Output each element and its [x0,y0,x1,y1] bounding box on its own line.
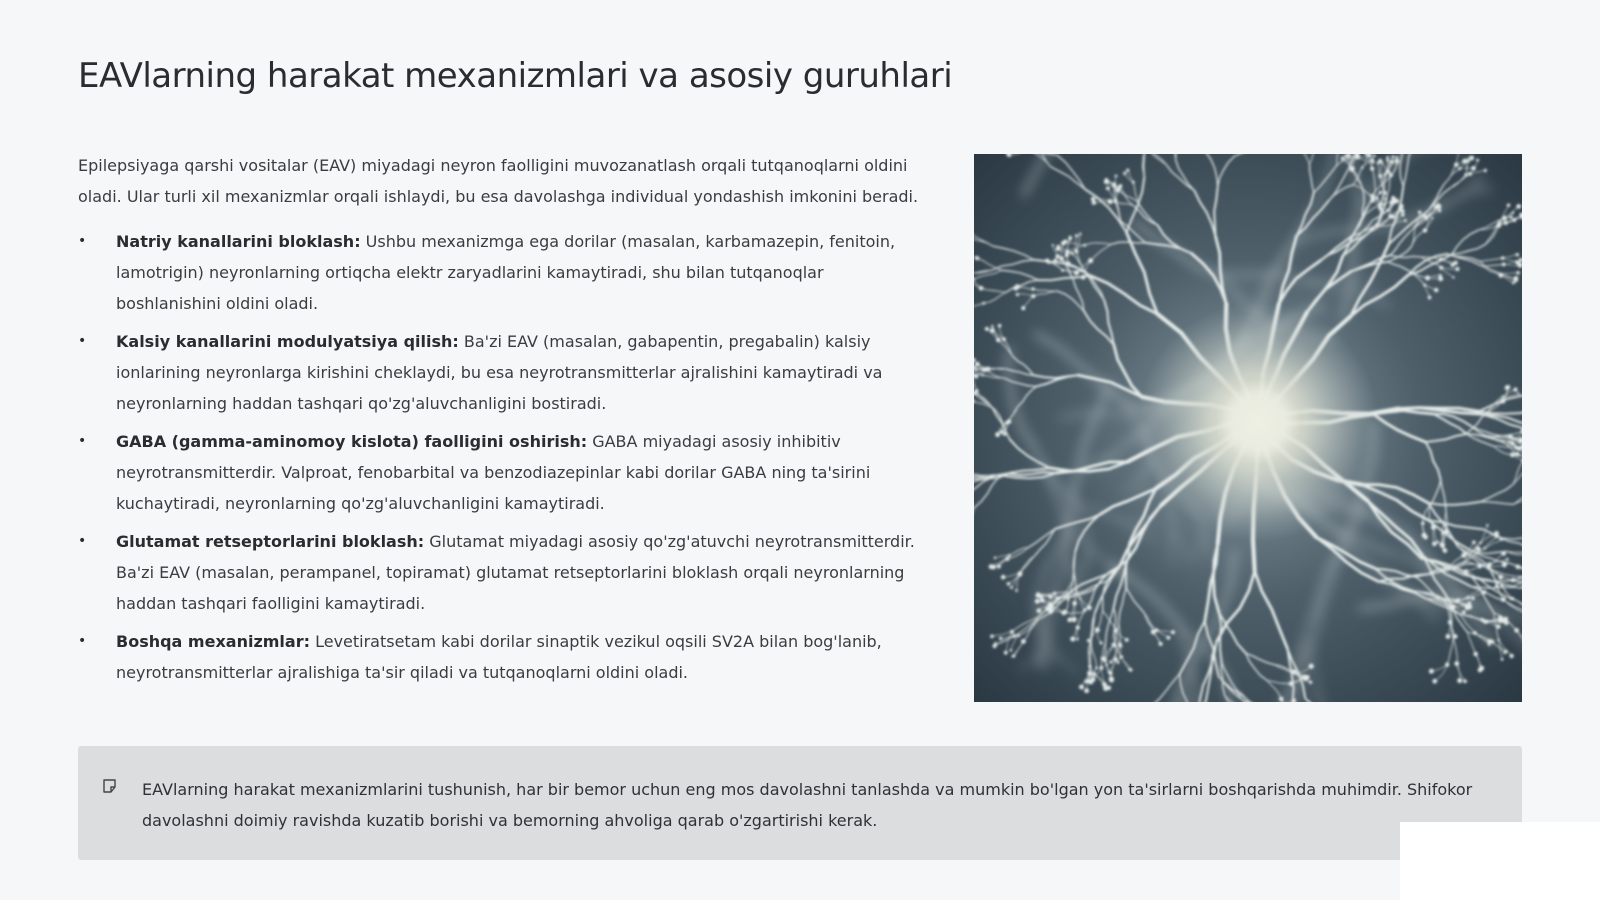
dendrite-tip [1126,169,1129,172]
dendrite-tip [1021,306,1025,310]
dendrite-tip [1440,543,1445,548]
bullet-text: Ba'zi EAV (masalan, gabapentin, pregabalin) kalsiy ionlarining neyronlarga kirishini cheklaydi, bu esa neyrotransmitterlar ajralishini kamaytiradi va neyronlarning haddan tashqari qo'zg'aluvchanligini bostiradi. [116,332,883,413]
dendrite-tip [1511,597,1514,600]
dendrite-tip [995,432,1000,437]
dendrite-tip [1390,160,1394,164]
dendrite-tip [1404,219,1407,222]
dendrite-tip [1442,548,1445,551]
mechanism-list [78,226,928,688]
dendrite-tip [1371,158,1374,161]
note-icon [102,778,118,794]
dendrite-tip [1091,197,1095,201]
dendrite-tip [990,634,994,638]
list-item [78,326,928,419]
dendrite-tip [1341,157,1345,161]
dendrite-tip [1072,617,1077,622]
dendrite-tip [1123,172,1126,175]
dendrite-tip [1107,686,1112,691]
bullet-icon: • [78,333,87,349]
dendrite-tip [1462,610,1466,614]
dendrite-tip [1309,664,1314,669]
dendrite-tip [1056,246,1061,251]
dendrite-tip [1418,211,1422,215]
dendrite-tip [1509,654,1513,658]
dendrite-tip [1010,649,1013,652]
dendrite-tip [1513,387,1517,391]
dendrite-tip [1106,186,1110,190]
dendrite-tip [1498,575,1503,580]
dendrite-tip [1372,161,1375,164]
dendrite-tip [999,637,1002,640]
dendrite-tip [1067,618,1072,623]
dendrite-tip [1507,203,1510,206]
bullet-label: GABA (gamma-aminomoy kislota) faolligini oshirish: [116,432,588,451]
dendrite-tip [1081,275,1086,280]
dendrite-tip [1129,668,1133,672]
bullet-label: Glutamat retseptorlarini bloklash: [116,532,425,551]
dendrite-tip [1171,630,1175,634]
dendrite-tip [974,374,978,379]
bullet-icon: • [78,433,87,449]
dendrite-tip [1079,233,1082,236]
dendrite-tip [1478,577,1480,579]
dendrite-tip [1109,676,1114,681]
bullet-text: Ushbu mexanizmga ega dorilar (masalan, karbamazepin, fenitoin, lamotrigin) neyronlarning ortiqcha elektr zaryadlarini kamaytiradi, shu bilan tutqanoqlar boshlanishini oldini oladi. [116,232,896,313]
note-text: EAVlarning harakat mexanizmlarini tushunish, har bir bemor uchun eng mos davolashni tanlashda va mumkin bo'lgan yon ta'sirlarni boshqarishda muhimdir. Shifokor davolashni doimiy ravishda kuzatib borishi va bemorning ahvoliga qarab o'zgartirishi kerak. [142,780,1473,830]
dendrite-tip [1045,607,1050,612]
dendrite-tip [1504,621,1508,625]
dendrite-tip [1482,590,1486,594]
bullet-label: Boshqa mexanizmlar: [116,632,310,651]
neuron-illustration [974,154,1522,702]
dendrite-tip [1429,669,1434,674]
bullet-text: Levetiratsetam kabi dorilar sinaptik vezikul oqsili SV2A bilan bog'lanib, neyrotransmitterlar ajralishiga ta'sir qiladi va tutqanoqlarni oldini oladi. [116,632,882,682]
dendrite-tip [1391,196,1394,199]
neuron-image [974,154,1522,702]
dendrite-tip [1035,599,1040,604]
dendrite-tip [1484,169,1487,172]
dendrite-tip [1471,166,1476,171]
dendrite-tip [1309,680,1312,683]
dendrite-tip [1092,200,1096,204]
bullet-text: GABA miyadagi asosiy inhibitiv neyrotransmitterdir. Valproat, fenobarbital va benzodiazepinlar kabi dorilar GABA ning ta'sirini kuchaytiradi, neyronlarning qo'zg'aluvchanligini kamaytiradi. [116,432,871,513]
dendrite-tip [1500,538,1503,541]
dendrite-tip [1438,276,1443,281]
dendrite-tip [1065,250,1069,254]
dendrite-tip [1400,208,1404,212]
dendrite-tip [1516,253,1519,256]
dendrite-tip [1083,608,1087,612]
dendrite-tip [1471,597,1474,600]
dendrite-tip [1344,155,1347,158]
dendrite-tip [1088,679,1092,683]
dendrite-tip [1079,684,1084,689]
bullet-label: Natriy kanallarini bloklash: [116,232,361,251]
dendrite-tip [1432,679,1437,684]
dendrite-tip [1501,618,1506,623]
dendrite-tip [1396,156,1399,159]
dendrite-tip [1038,593,1041,596]
dendrite-tip [1015,589,1018,592]
dendrite-tip [1479,589,1481,591]
dendrite-tip [1016,293,1019,296]
dendrite-tip [992,644,996,648]
dendrite-tip [1102,682,1107,687]
slide-title: EAVlarning harakat mexanizmlari va asosiy guruhlari [78,56,953,96]
dendrite-tip [998,324,1002,328]
dendrite-tip [1505,385,1510,390]
dendrite-tip [1373,154,1376,157]
dendrite-tip [1103,659,1107,663]
dendrite-tip [1004,651,1008,655]
dendrite-tip [1007,582,1011,586]
bullet-icon: • [78,233,87,249]
dendrite-tip [1512,281,1515,284]
dendrite-tip [1457,678,1462,683]
note-box [78,746,1522,860]
dendrite-tip [1159,642,1163,646]
dendrite-tip [1087,639,1090,642]
bullet-icon: • [78,533,87,549]
dendrite-tip [1515,260,1519,264]
dendrite-tip [1431,217,1433,219]
dendrite-tip [1115,175,1118,178]
dendrite-tip [1478,668,1483,673]
dendrite-tip [1069,236,1072,239]
dendrite-tip [1391,155,1394,158]
dendrite-tip [1452,276,1454,278]
dendrite-tip [1117,661,1120,664]
dendrite-tip [1486,524,1489,527]
dendrite-tip [1037,608,1042,613]
bullet-icon: • [78,633,87,649]
dendrite-tip [1109,672,1112,675]
dendrite-tip [1000,430,1004,434]
dendrite-tip [1428,296,1432,300]
dendrite-tip [1395,159,1399,163]
dendrite-tip [1501,658,1504,661]
dendrite-tip [1084,688,1089,693]
corner-patch [1400,822,1600,900]
dendrite-tip [1010,586,1013,589]
dendrite-tip [1125,638,1129,642]
dendrite-tip [1501,551,1506,556]
dendrite-tip [1514,276,1519,281]
dendrite-tip [1377,162,1380,165]
dendrite-tip [1463,679,1467,683]
dendrite-tip [1109,660,1112,663]
dendrite-tip [1075,234,1078,237]
dendrite-tip [1118,642,1122,646]
dendrite-branch [1463,564,1489,565]
dendrite-tip [1494,533,1499,538]
dendrite-tip [1166,636,1170,640]
dendrite-tip [1429,214,1432,217]
dendrite-tip [1074,270,1079,275]
dendrite-tip [1502,562,1507,567]
dendrite-tip [1469,603,1472,606]
bullet-text: Glutamat miyadagi asosiy qo'zg'atuvchi neyrotransmitterdir. Ba'zi EAV (masalan, perampanel, topiramat) glutamat retseptorlarini bloklash orqali neyronlarning haddan tashqari faolligini kamaytiradi. [116,532,915,613]
dendrite-tip [1516,204,1521,209]
dendrite-tip [1063,240,1067,244]
dendrite-tip [991,325,994,328]
dendrite-tip [1386,156,1389,159]
slide-content [78,150,928,695]
dendrite-tip [1501,598,1505,602]
dendrite-tip [1487,639,1492,644]
list-item [78,626,928,688]
dendrite-tip [1001,575,1006,580]
dendrite-tip [975,362,980,367]
intro-paragraph: Epilepsiyaga qarshi vositalar (EAV) miyadagi neyron faolligini muvozanatlash orqali tutqanoqlarni oldini oladi. Ular turli xil mexanizmlar orqali ishlaydi, bu esa davolashga individual yondashish imkonini beradi. [78,156,919,206]
dendrite-tip [1516,271,1520,275]
dendrite-tip [1305,675,1310,680]
dendrite-tip [1453,634,1457,638]
bullet-label: Kalsiy kanallarini modulyatsiya qilish: [116,332,459,351]
dendrite-tip [994,557,997,560]
dendrite-tip [1476,159,1479,162]
dendrite-tip [1434,288,1438,292]
dendrite-tip [1381,161,1384,164]
dendrite-tip [1496,624,1500,628]
dendrite-tip [1454,261,1458,265]
dendrite-tip [985,327,989,331]
dendrite-tip [1465,605,1470,610]
dendrite-tip [1011,655,1014,658]
dendrite-tip [991,565,996,570]
dendrite-tip [1506,558,1509,561]
list-item [78,226,928,319]
dendrite-tip [1401,213,1405,217]
dendrite-tip [1052,244,1054,246]
dendrite-tip [1394,200,1398,204]
dendrite-tip [974,368,977,371]
dendrite-tip [1476,546,1481,551]
dendrite-tip [1100,641,1103,644]
dendrite-tip [1379,191,1382,194]
dendrite-tip [1087,605,1092,610]
dendrite-tip [1432,541,1437,546]
dendrite-tip [1104,180,1107,183]
list-item [78,426,928,519]
dendrite-tip [1469,157,1471,159]
dendrite-tip [1076,638,1079,641]
dendrite-tip [1446,634,1451,639]
list-item [78,526,928,619]
dendrite-tip [1063,610,1067,614]
dendrite-tip [1423,535,1428,540]
dendrite-tip [1436,541,1439,544]
dendrite-tip [1455,267,1459,271]
dendrite-tip [1505,650,1508,653]
dendrite-tip [1438,209,1441,212]
dendrite-tip [1517,392,1519,394]
dendrite-tip [1472,540,1476,544]
dendrite-tip [1434,205,1439,210]
dendrite-tip [1070,636,1075,641]
